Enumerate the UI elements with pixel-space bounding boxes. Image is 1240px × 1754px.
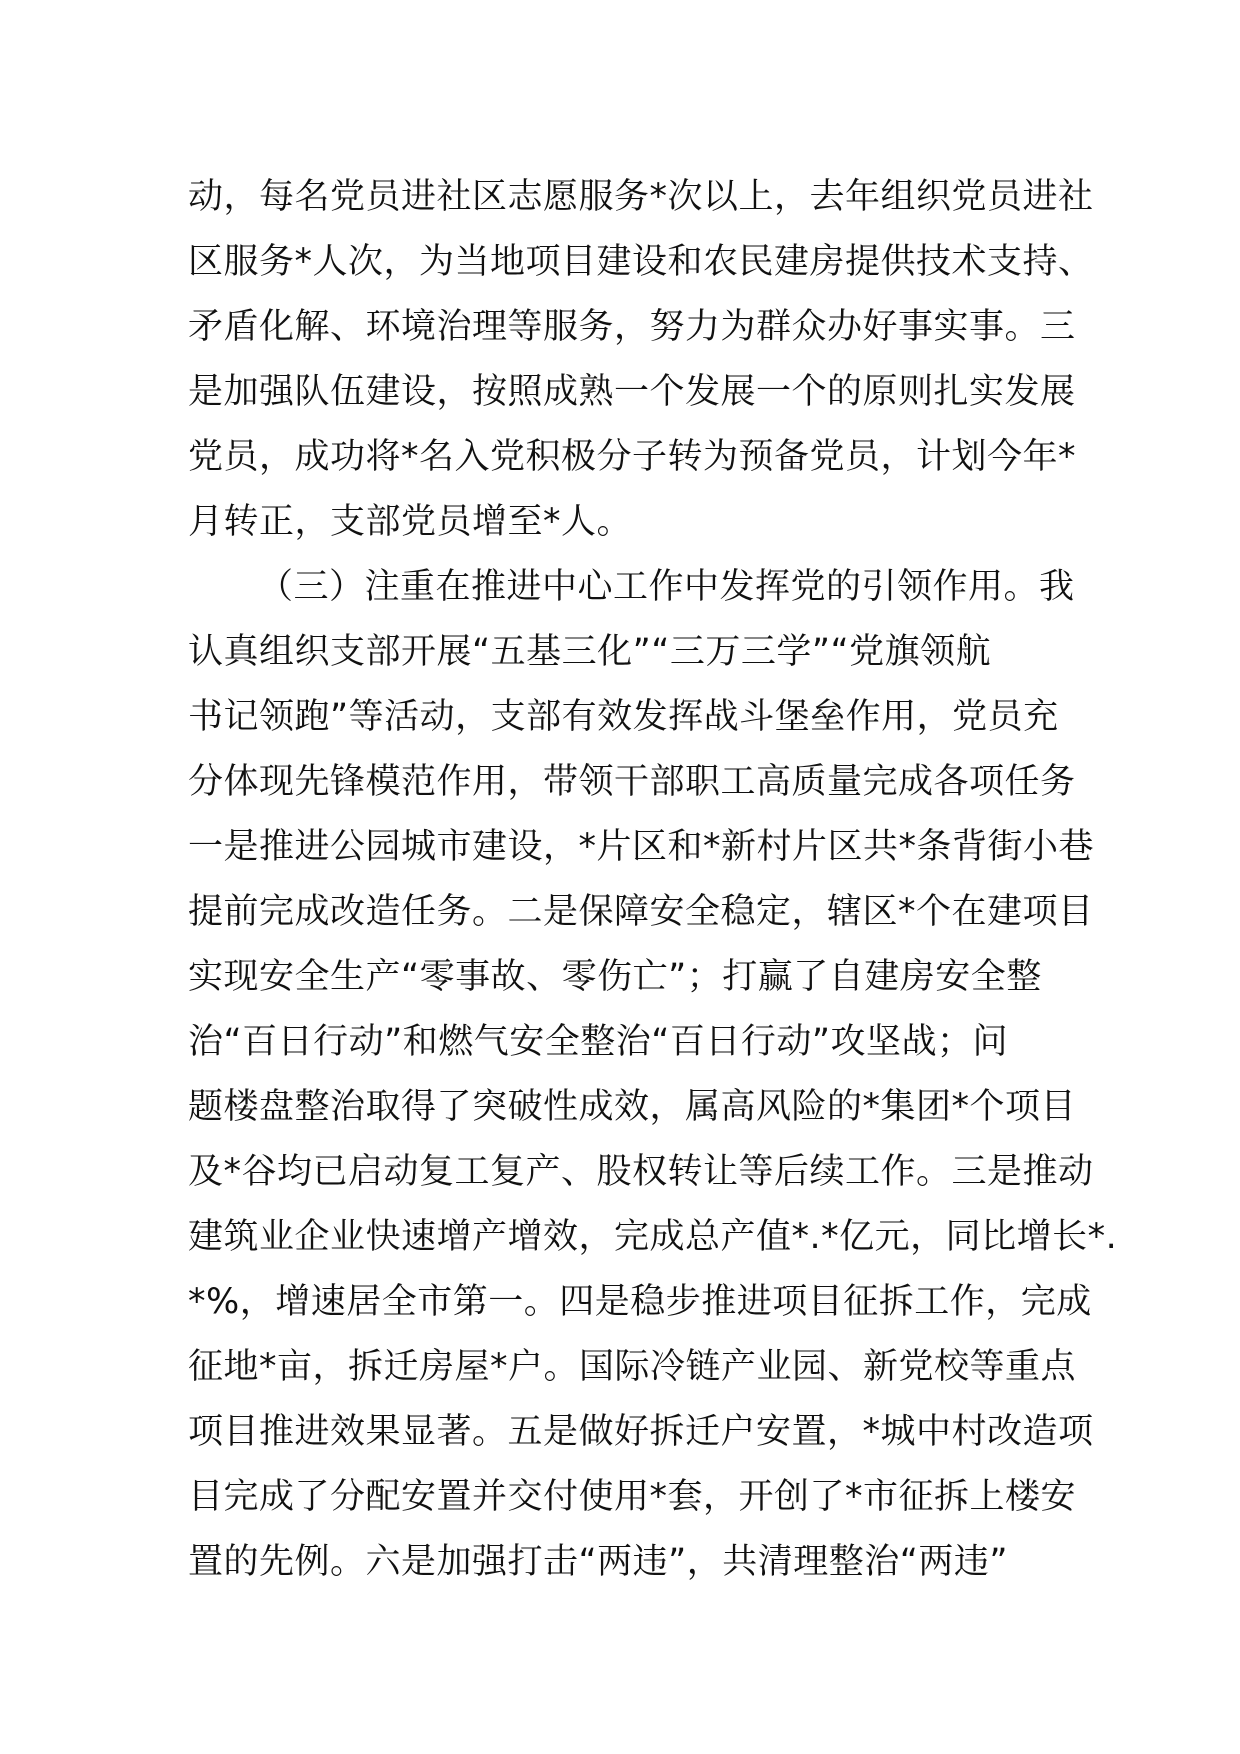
text-line: 及*谷均已启动复工复产、股权转让等后续工作。三是推动: [188, 1152, 1094, 1192]
text-line: 党员，成功将*名入党积极分子转为预备党员，计划今年*: [188, 437, 1077, 477]
text-line: 题楼盘整治取得了突破性成效，属高风险的*集团*个项目: [188, 1087, 1077, 1127]
text-line: 提前完成改造任务。二是保障安全稳定，辖区*个在建项目: [188, 892, 1094, 932]
text-line: 置的先例。六是加强打击“两违”，共清理整治“两违”: [188, 1542, 1009, 1582]
text-line: 矛盾化解、环境治理等服务，努力为群众办好事实事。三: [188, 307, 1076, 347]
text-line: 目完成了分配安置并交付使用*套，开创了*市征拆上楼安: [188, 1477, 1077, 1517]
section-heading-line: （三）注重在推进中心工作中发挥党的引领作用。我: [258, 567, 1075, 607]
text-line: 动，每名党员进社区志愿服务*次以上，去年组织党员进社: [188, 177, 1094, 217]
document-page: [188, 165, 1118, 1595]
text-line: 征地*亩，拆迁房屋*户。国际冷链产业园、新党校等重点: [188, 1347, 1077, 1387]
text-line: 治“百日行动”和燃气安全整治“百日行动”攻坚战；问: [188, 1022, 1009, 1062]
text-line: 认真组织支部开展“五基三化”“三万三学”“党旗领航: [188, 632, 992, 672]
text-line: 项目推进效果显著。五是做好拆迁户安置，*城中村改造项: [188, 1412, 1094, 1452]
text-line: 月转正，支部党员增至*人。: [188, 502, 633, 542]
text-line: 是加强队伍建设，按照成熟一个发展一个的原则扎实发展: [188, 372, 1076, 412]
text-line: 建筑业企业快速增产增效，完成总产值*.*亿元，同比增长*.: [188, 1217, 1118, 1257]
text-line: 区服务*人次，为当地项目建设和农民建房提供技术支持、: [188, 242, 1094, 282]
text-line: 实现安全生产“零事故、零伤亡”；打赢了自建房安全整: [188, 957, 1042, 997]
text-line: 书记领跑”等活动，支部有效发挥战斗堡垒作用，党员充: [188, 697, 1059, 737]
text-line: *%，增速居全市第一。四是稳步推进项目征拆工作，完成: [188, 1282, 1092, 1322]
text-line: 分体现先锋模范作用，带领干部职工高质量完成各项任务: [188, 762, 1076, 802]
text-line: 一是推进公园城市建设，*片区和*新村片区共*条背街小巷: [188, 827, 1095, 867]
